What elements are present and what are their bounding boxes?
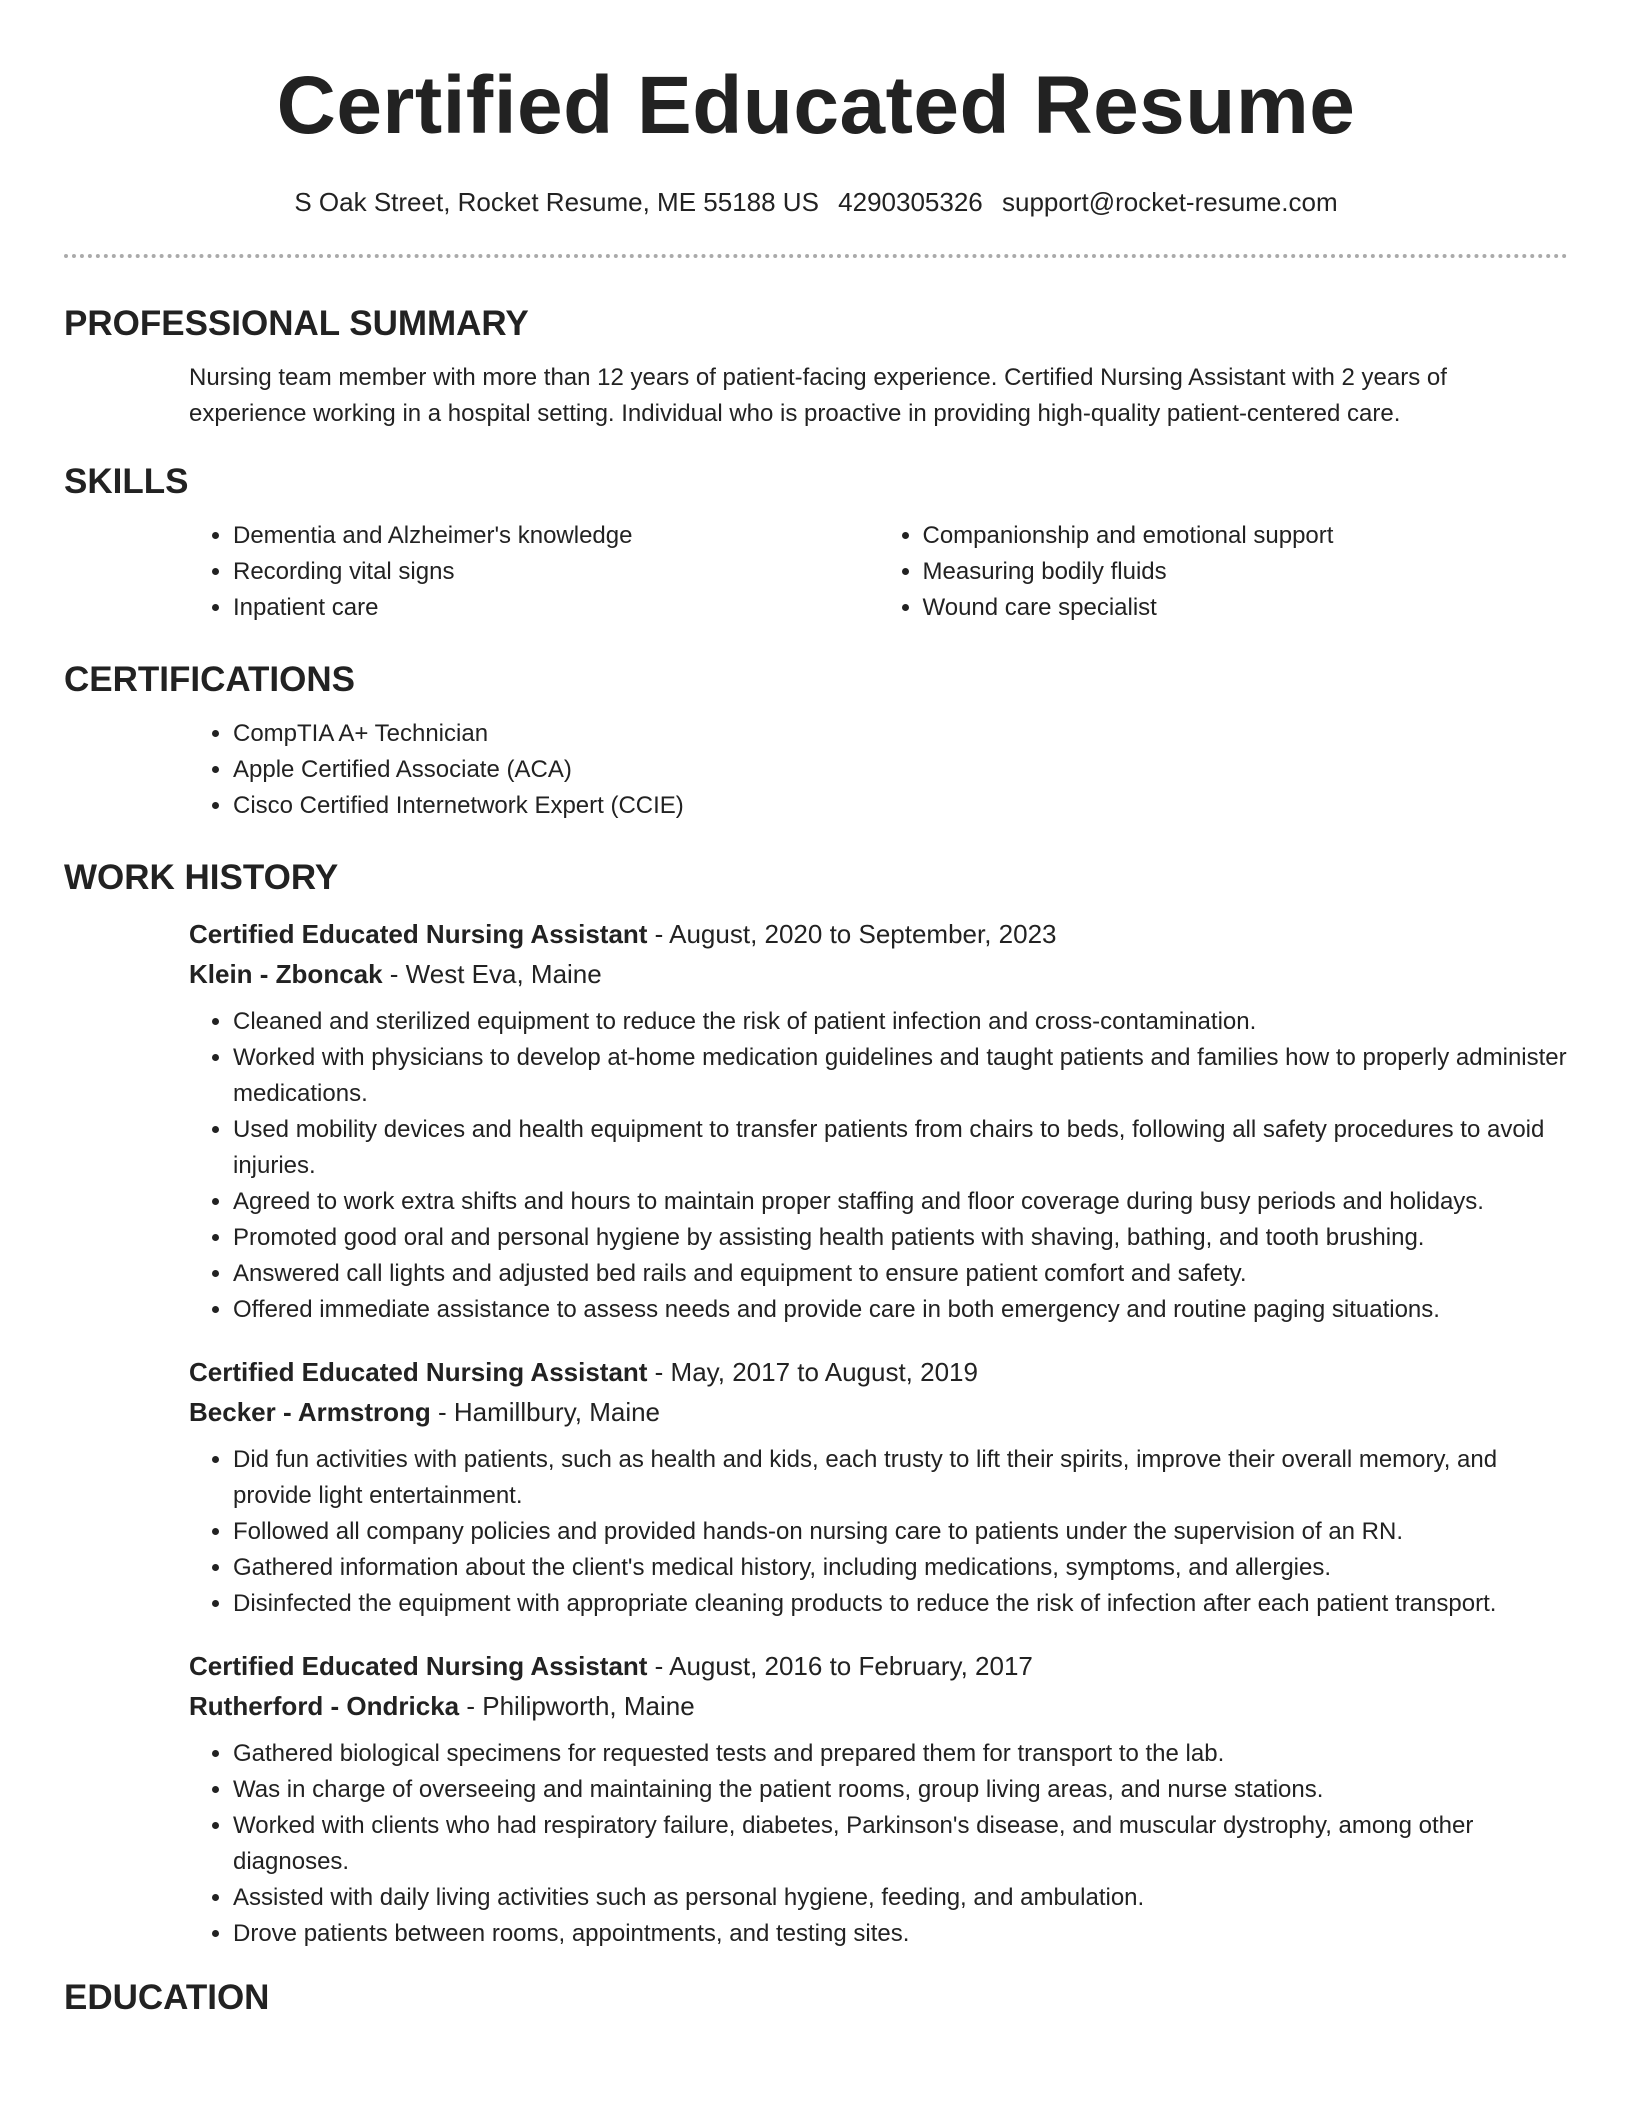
certification-item: • CompTIA A+ Technician xyxy=(233,716,1568,752)
summary-text: Nursing team member with more than 12 years of patient-facing experience. Certified Nursing Assistant with 2 years of experience working in a hospital setting. Individual who is proactive in providing high-quality patient-centered care. xyxy=(189,364,1447,427)
section-title-work-history: WORK HISTORY xyxy=(64,858,339,897)
skill-item: • Dementia and Alzheimer's knowledge xyxy=(233,518,879,554)
skills-section xyxy=(0,460,1632,626)
skill-item: • Companionship and emotional support xyxy=(923,518,1569,554)
job-dates: - August, 2016 to February, 2017 xyxy=(647,1651,1033,1681)
work-history-body xyxy=(64,914,1568,1952)
job-bullets xyxy=(189,1442,1568,1622)
certifications-body xyxy=(64,716,1568,824)
contact-line xyxy=(0,184,1632,220)
job-bullets xyxy=(189,1004,1568,1328)
summary-body xyxy=(64,360,1568,432)
skill-item: • Measuring bodily fluids xyxy=(923,554,1569,590)
job-entry xyxy=(189,1352,1568,1622)
contact-phone: 4290305326 xyxy=(838,187,983,217)
section-title-education: EDUCATION xyxy=(64,1978,270,2017)
job-location: - Hamillbury, Maine xyxy=(430,1397,661,1427)
job-title: Certified Educated Nursing Assistant xyxy=(189,1357,648,1387)
skills-list-right xyxy=(879,518,1569,626)
job-bullet: • Gathered biological specimens for requested tests and prepared them for transport to the lab. xyxy=(233,1736,1568,1772)
job-location: - West Eva, Maine xyxy=(382,959,602,989)
certifications-section xyxy=(0,658,1632,824)
job-entry xyxy=(189,914,1568,1328)
certifications-list xyxy=(189,716,1568,824)
job-bullet: • Answered call lights and adjusted bed rails and equipment to ensure patient comfort and safety. xyxy=(233,1256,1568,1292)
certification-item: • Apple Certified Associate (ACA) xyxy=(233,752,1568,788)
job-bullet: • Promoted good oral and personal hygiene by assisting health patients with shaving, bathing, and tooth brushing. xyxy=(233,1220,1568,1256)
job-location: - Philipworth, Maine xyxy=(459,1691,695,1721)
certification-item: • Cisco Certified Internetwork Expert (CCIE) xyxy=(233,788,1568,824)
work-history-section xyxy=(0,856,1632,1952)
job-bullet: • Worked with physicians to develop at-home medication guidelines and taught patients and families how to properly administer medications. xyxy=(233,1040,1568,1112)
job-bullet: • Offered immediate assistance to assess needs and provide care in both emergency and routine paging situations. xyxy=(233,1292,1568,1328)
job-dates: - August, 2020 to September, 2023 xyxy=(647,919,1057,949)
job-bullet: • Worked with clients who had respiratory failure, diabetes, Parkinson's disease, and muscular dystrophy, among other diagnoses. xyxy=(233,1808,1568,1880)
job-bullet: • Disinfected the equipment with appropriate cleaning products to reduce the risk of infection after each patient transport. xyxy=(233,1586,1568,1622)
skill-item: • Inpatient care xyxy=(233,590,879,626)
job-title: Certified Educated Nursing Assistant xyxy=(189,1651,648,1681)
contact-email: support@rocket-resume.com xyxy=(1002,187,1338,217)
skills-list-left xyxy=(189,518,879,626)
job-bullet: • Assisted with daily living activities such as personal hygiene, feeding, and ambulation. xyxy=(233,1880,1568,1916)
resume-header xyxy=(0,0,1632,220)
job-bullet: • Followed all company policies and provided hands-on nursing care to patients under the supervision of an RN. xyxy=(233,1514,1568,1550)
skills-grid xyxy=(64,518,1568,626)
job-bullet: • Agreed to work extra shifts and hours to maintain proper staffing and floor coverage during busy periods and holidays. xyxy=(233,1184,1568,1220)
job-company-line xyxy=(189,954,1568,994)
education-section xyxy=(0,1976,1632,2020)
job-title-line xyxy=(189,1352,1568,1392)
job-company: Becker - Armstrong xyxy=(189,1397,431,1427)
job-company-line xyxy=(189,1392,1568,1432)
job-entry xyxy=(189,1646,1568,1952)
section-title-certifications: CERTIFICATIONS xyxy=(64,660,356,699)
job-bullet: • Drove patients between rooms, appointments, and testing sites. xyxy=(233,1916,1568,1952)
job-title: Certified Educated Nursing Assistant xyxy=(189,919,648,949)
job-bullet: • Cleaned and sterilized equipment to reduce the risk of patient infection and cross-contamination. xyxy=(233,1004,1568,1040)
header-divider xyxy=(64,254,1568,258)
job-title-line xyxy=(189,1646,1568,1686)
job-company-line xyxy=(189,1686,1568,1726)
job-bullet: • Did fun activities with patients, such as health and kids, each trusty to lift their spirits, improve their overall memory, and provide light entertainment. xyxy=(233,1442,1568,1514)
job-company: Rutherford - Ondricka xyxy=(189,1691,460,1721)
job-bullet: • Was in charge of overseeing and maintaining the patient rooms, group living areas, and nurse stations. xyxy=(233,1772,1568,1808)
skill-item: • Recording vital signs xyxy=(233,554,879,590)
contact-address: S Oak Street, Rocket Resume, ME 55188 US xyxy=(294,187,819,217)
resume-name: Certified Educated Resume xyxy=(276,60,1356,151)
job-bullets xyxy=(189,1736,1568,1952)
job-dates: - May, 2017 to August, 2019 xyxy=(647,1357,978,1387)
job-company: Klein - Zboncak xyxy=(189,959,383,989)
section-title-summary: PROFESSIONAL SUMMARY xyxy=(64,304,529,343)
summary-section xyxy=(0,302,1632,432)
job-bullet: • Used mobility devices and health equipment to transfer patients from chairs to beds, following all safety procedures to avoid injuries. xyxy=(233,1112,1568,1184)
job-bullet: • Gathered information about the client's medical history, including medications, symptoms, and allergies. xyxy=(233,1550,1568,1586)
job-title-line xyxy=(189,914,1568,954)
skill-item: • Wound care specialist xyxy=(923,590,1569,626)
section-title-skills: SKILLS xyxy=(64,462,189,501)
